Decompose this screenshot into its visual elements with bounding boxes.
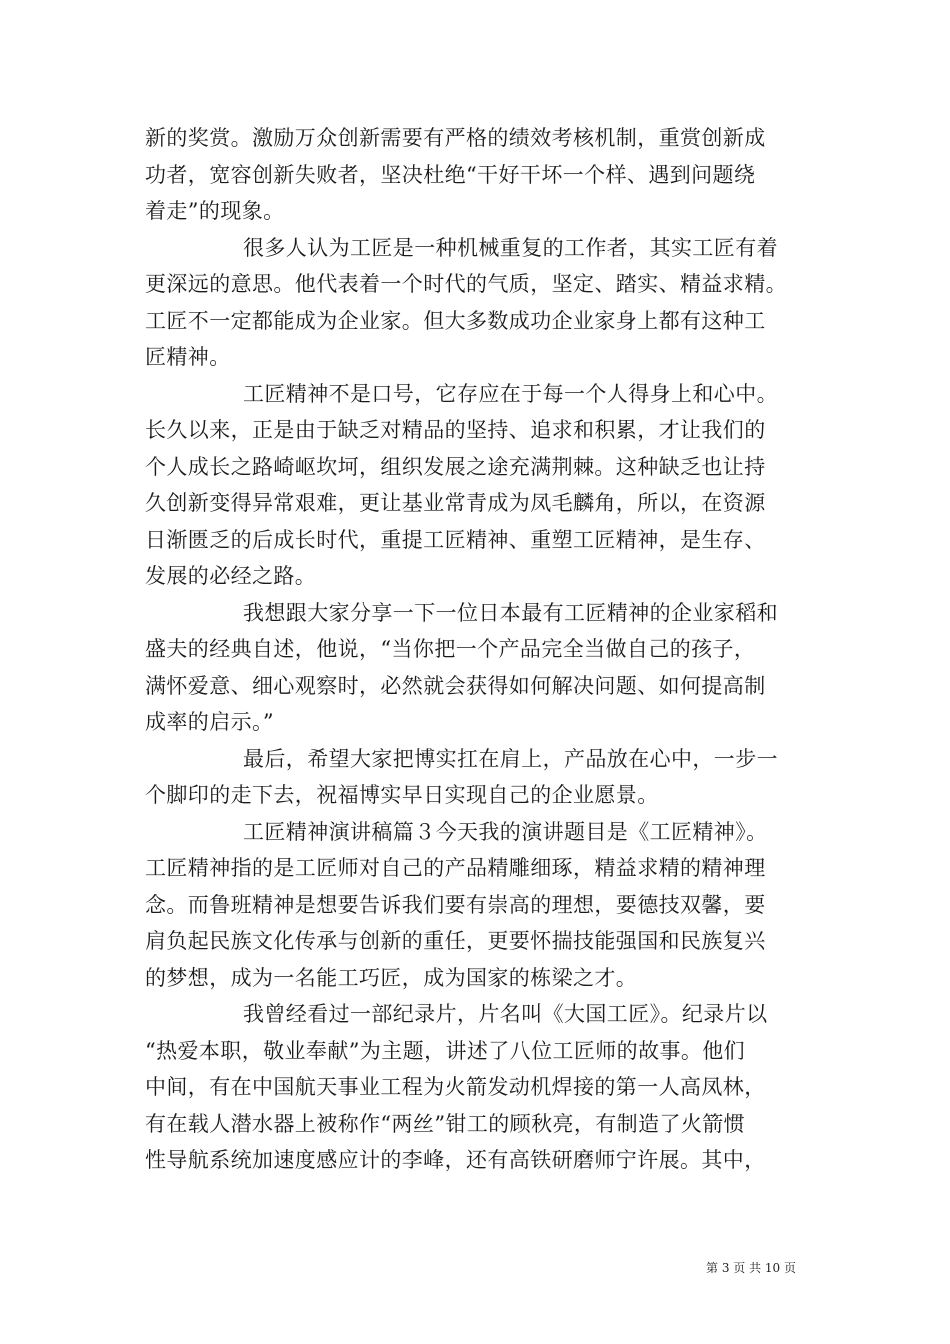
text-line: 个人成长之路崎岖坎坷，组织发展之途充满荆棘。这种缺乏也让持 [145,454,766,479]
text-line: 有在载人潜水器上被称作“两丝”钳工的顾秋亮，有制造了火箭惯 [145,1111,746,1136]
text-line: 匠精神。 [145,345,231,369]
text-line: 满怀爱意、细心观察时，必然就会获得如何解决问题、如何提高制 [145,673,766,698]
paragraph-first-line: 我曾经看过一部纪录片，片名叫《大国工匠》。纪录片以 [243,1002,768,1026]
text-line: 性导航系统加速度感应计的李峰，还有高铁研磨师宁许展。其中， [145,1148,766,1172]
text-line: 新的奖赏。激励万众创新需要有严格的绩效考核机制，重赏创新成 [145,126,766,150]
text-line: 更深远的意思。他代表着一个时代的气质，坚定、踏实、精益求精。 [145,272,787,296]
text-line: 成率的启示。” [145,710,275,734]
paragraph-first-line: 很多人认为工匠是一种机械重复的工作者，其实工匠有着 [243,235,778,260]
text-line: 长久以来，正是由于缺乏对精品的坚持、追求和积累，才让我们的 [145,418,766,442]
text-line: 盛夫的经典自述，他说，“当你把一个产品完全当做自己的孩子， [145,637,756,661]
paragraph-first-line: 我想跟大家分享一下一位日本最有工匠精神的企业家稻和 [243,600,778,625]
text-line: “热爱本职，敬业奉献”为主题，讲述了八位工匠师的故事。他们 [145,1038,746,1063]
text-line: 工匠不一定都能成为企业家。但大多数成功企业家身上都有这种工 [145,308,766,333]
text-line: 发展的必经之路。 [145,564,317,588]
text-line: 久创新变得异常艰难，更让基业常青成为凤毛麟角，所以，在资源 [145,491,766,515]
text-line: 肩负起民族文化传承与创新的重任，更要怀揣技能强国和民族复兴 [145,929,766,953]
text-line: 日渐匮乏的后成长时代，重提工匠精神、重塑工匠精神，是生存、 [145,527,766,552]
text-line: 的梦想，成为一名能工巧匠，成为国家的栋梁之才。 [145,965,638,990]
paragraph-first-line: 工匠精神不是口号，它存应在于每一个人得身上和心中。 [243,381,778,406]
text-line: 中间，有在中国航天事业工程为火箭发动机焊接的第一人高凤林， [145,1075,766,1099]
paragraph-first-line: 工匠精神演讲稿篇３今天我的演讲题目是《工匠精神》。 [243,819,768,844]
page-number: 第 3 页 共 10 页 [706,1261,796,1275]
text-line: 功者，宽容创新失败者，坚决杜绝“干好干坏一个样、遇到问题绕 [145,162,756,187]
text-line: 念。而鲁班精神是想要告诉我们要有崇高的理想，要德技双馨，要 [145,892,766,917]
text-line: 个脚印的走下去，祝福博实早日实现自己的企业愿景。 [145,783,659,807]
text-line: 工匠精神指的是工匠师对自己的产品精雕细琢，精益求精的精神理 [145,856,766,880]
paragraph-first-line: 最后，希望大家把博实扛在肩上，产品放在心中，一步一 [243,746,778,771]
text-line: 着走”的现象。 [145,199,285,223]
